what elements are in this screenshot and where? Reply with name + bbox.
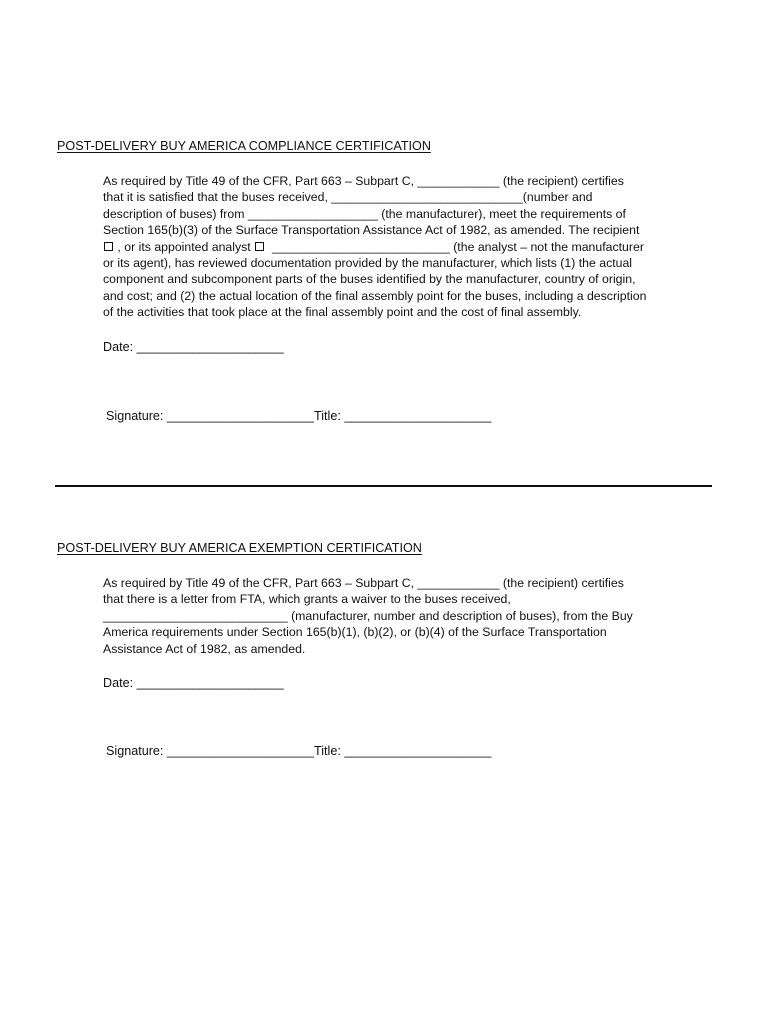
- exemption-certification-body: [103, 575, 723, 657]
- compliance-line-5: [103, 239, 723, 255]
- analyst-checkbox[interactable]: [255, 242, 264, 251]
- compliance-line-9: of the activities that took place at the final assembly point and the cost of final assembly.: [103, 305, 582, 320]
- compliance-line-2: that it is satisfied that the buses received, ____________________________(number and: [103, 190, 593, 205]
- recipient-checkbox[interactable]: [104, 242, 113, 251]
- exemption-line-1: As required by Title 49 of the CFR, Part 663 – Subpart C, ____________ (the recipient) certifies: [103, 576, 624, 590]
- compliance-line-3: description of buses) from ___________________ (the manufacturer), meet the requirements of: [103, 206, 626, 221]
- compliance-date-field[interactable]: Date: _____________________: [103, 340, 284, 354]
- compliance-line-5b: __________________________ (the analyst – not the manufacturer: [271, 239, 644, 254]
- compliance-signature-title-field[interactable]: Signature: _____________________Title: _____________________: [106, 409, 492, 423]
- compliance-line-7: component and subcomponent parts of the buses identified by the manufacturer, country of origin,: [103, 272, 636, 287]
- compliance-certification-title: POST-DELIVERY BUY AMERICA COMPLIANCE CERTIFICATION: [57, 139, 431, 153]
- compliance-certification-body: [103, 173, 723, 321]
- exemption-certification-title: POST-DELIVERY BUY AMERICA EXEMPTION CERTIFICATION: [57, 541, 422, 555]
- exemption-date-field[interactable]: Date: _____________________: [103, 676, 284, 690]
- compliance-line-4: Section 165(b)(3) of the Surface Transportation Assistance Act of 1982, as amended. The recipient: [103, 223, 640, 238]
- exemption-line-3: ___________________________ (manufacturer, number and description of buses), from the Buy: [103, 608, 633, 623]
- exemption-line-2: that there is a letter from FTA, which grants a waiver to the buses received,: [103, 592, 511, 607]
- exemption-line-5: Assistance Act of 1982, as amended.: [103, 641, 306, 656]
- section-divider: [55, 485, 712, 487]
- exemption-signature-title-field[interactable]: Signature: _____________________Title: _____________________: [106, 744, 492, 758]
- exemption-line-4: America requirements under Section 165(b)(1), (b)(2), or (b)(4) of the Surface Transportation: [103, 625, 607, 640]
- compliance-line-6: or its agent), has reviewed documentation provided by the manufacturer, which lists (1) the actual: [103, 256, 633, 271]
- compliance-line-1: As required by Title 49 of the CFR, Part 663 – Subpart C, ____________ (the recipient) certifies: [103, 174, 624, 188]
- compliance-line-8: and cost; and (2) the actual location of the final assembly point for the buses, including a description: [103, 288, 647, 303]
- compliance-line-5a: , or its appointed analyst: [117, 239, 251, 254]
